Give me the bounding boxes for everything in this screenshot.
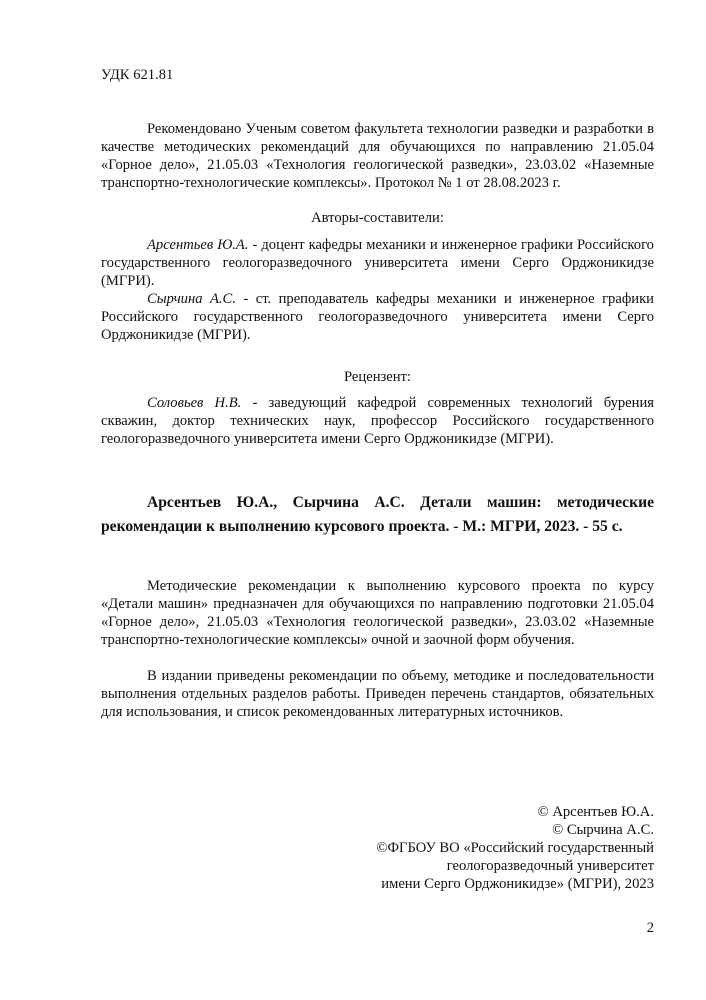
copyright-line: ©ФГБОУ ВО «Российский государственный — [376, 840, 654, 856]
copyright-block — [101, 803, 654, 893]
reviewer-name: Соловьев Н.В. — [147, 395, 242, 411]
reviewer-heading: Рецензент: — [344, 369, 411, 385]
abstract-paragraph: В издании приведены рекомендации по объему, методике и последовательности выполнения отдельных разделов работы. Приведен перечень стандартов, обязательных для использования, и список рекомендованных литературных источников. — [101, 668, 654, 720]
author-description: - ст. преподаватель кафедры механики и инженерное графики Российского государственного геологоразведочного университета имени Серго Орджоникидзе (МГРИ). — [101, 291, 654, 343]
page-number: 2 — [646, 920, 654, 936]
author-entry — [101, 290, 654, 344]
reviewer-description: - заведующий кафедрой современных технологий бурения скважин, доктор технических наук, профессор Российского государственного геологоразведочного университета имени Серго Орджоникидзе (МГРИ). — [101, 395, 654, 447]
author-entry — [101, 236, 654, 290]
author-description: - доцент кафедры механики и инженерное графики Российского государственного геологоразведочного университета имени Серго Орджоникидзе (МГРИ). — [101, 237, 654, 289]
abstract-paragraph: Методические рекомендации к выполнению курсового проекта по курсу «Детали машин» предназначен для обучающихся по направлению подготовки 21.05.04 «Горное дело», 21.05.03 «Технология геологической разведки», 23.03.02 «Наземные транспортно-технологические комплексы» очной и заочной форм обучения. — [101, 578, 654, 648]
reviewer-entry — [101, 394, 654, 448]
udk-code: УДК 621.81 — [101, 67, 174, 83]
bibliographic-citation: Арсентьев Ю.А., Сырчина А.С. Детали машин: методические рекомендации к выполнению курсового проекта. - М.: МГРИ, 2023. - 55 с. — [101, 494, 654, 535]
copyright-line: имени Серго Орджоникидзе» (МГРИ), 2023 — [381, 876, 654, 892]
author-name: Арсентьев Ю.А. — [147, 237, 249, 253]
author-name: Сырчина А.С. — [147, 291, 236, 307]
copyright-line: © Арсентьев Ю.А. — [537, 804, 654, 820]
authors-heading: Авторы-составители: — [311, 210, 444, 226]
copyright-line: © Сырчина А.С. — [552, 822, 654, 838]
recommendation-paragraph: Рекомендовано Ученым советом факультета технологии разведки и разработки в качестве методических рекомендаций для обучающихся по направлению 21.05.04 «Горное дело», 21.05.03 «Технология геологической разведки», 23.03.02 «Наземные транспортно-технологические комплексы». Протокол № 1 от 28.08.2023 г. — [101, 121, 654, 191]
copyright-line: геологоразведочный университет — [446, 858, 654, 874]
